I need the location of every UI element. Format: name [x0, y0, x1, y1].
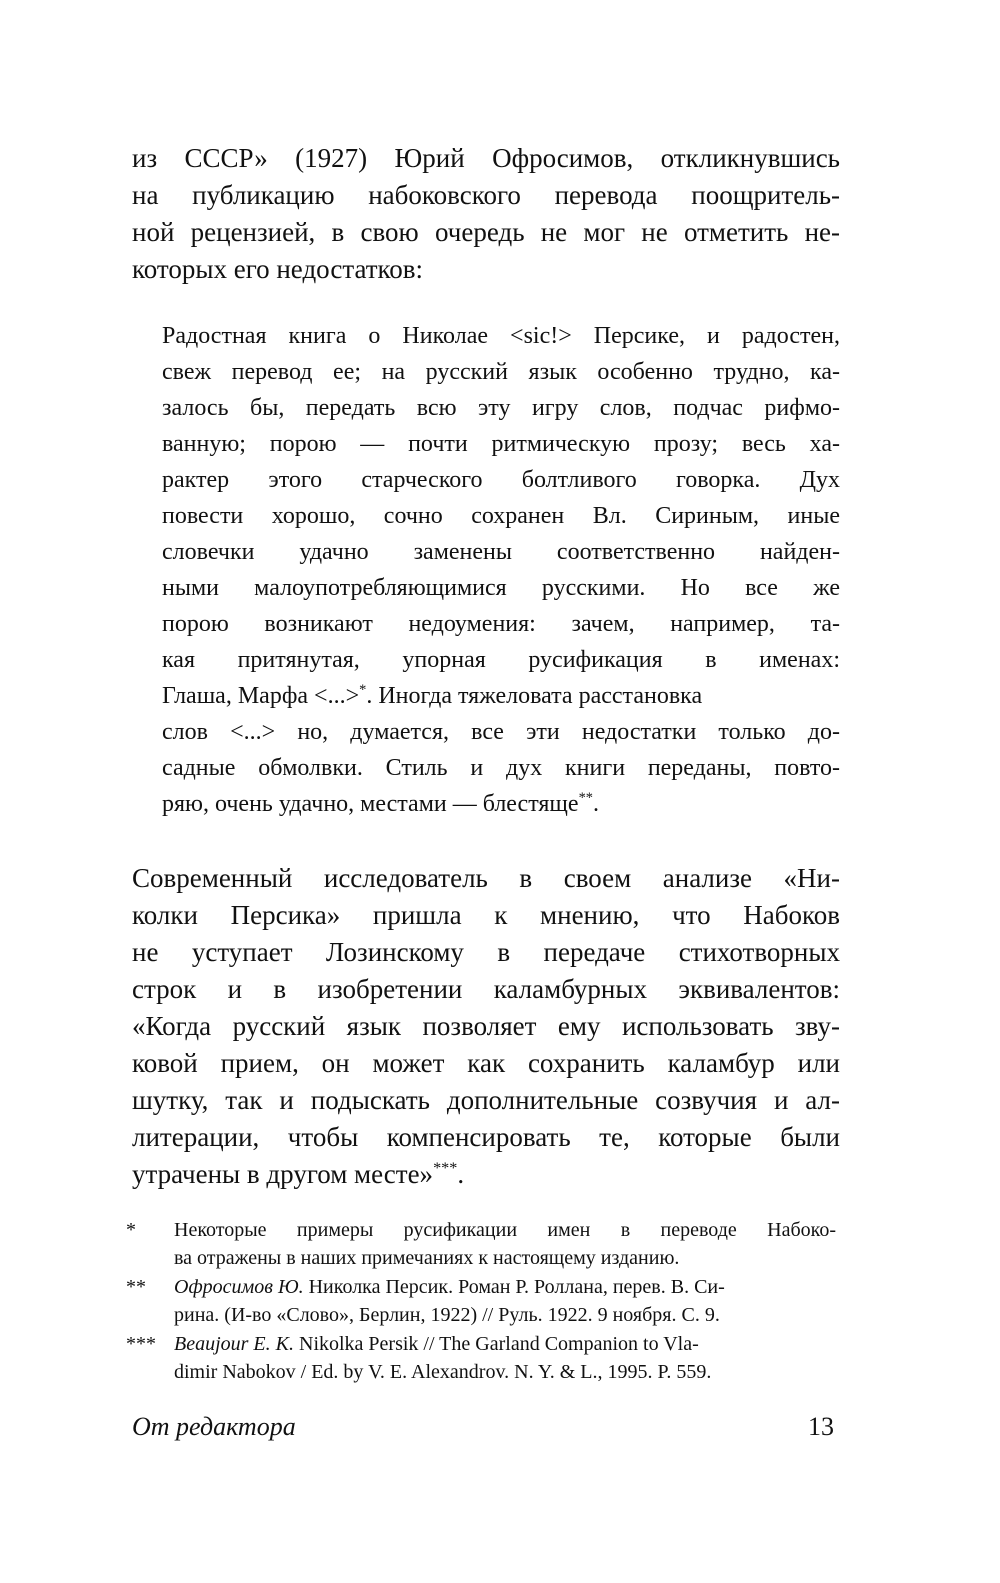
- quote-line: садные обмолвки. Стиль и дух книги переданы, повто-: [162, 755, 840, 781]
- running-footer-title: От редактора: [132, 1412, 296, 1441]
- footnote-mark: *: [126, 1219, 136, 1241]
- body-line: литерации, чтобы компенсировать те, которые были: [132, 1122, 840, 1152]
- quote-text: ряю, очень удачно, местами — блестяще: [162, 791, 579, 817]
- footnote-line: [174, 1276, 836, 1299]
- footnote-ref[interactable]: ***: [433, 1159, 458, 1177]
- body-text: утрачены в другом месте»: [132, 1159, 434, 1189]
- quote-line: рактер этого старческого болтливого говорка. Дух: [162, 467, 840, 493]
- quote-text: .: [592, 791, 599, 817]
- quote-line: порою возникают недоумения: зачем, например, та-: [162, 611, 840, 637]
- quote-line: ными малоупотребляющимися русскими. Но все же: [162, 575, 840, 601]
- body-text: .: [457, 1159, 465, 1189]
- footnote-line: [174, 1333, 836, 1356]
- footnote-mark: ***: [126, 1333, 156, 1355]
- quote-line: Радостная книга о Николае <sic!> Персике, и радостен,: [162, 323, 840, 349]
- body-line: ной рецензией, в свою очередь не мог не отметить не-: [132, 217, 840, 247]
- quote-line: свеж перевод ее; на русский язык особенно трудно, ка-: [162, 359, 840, 385]
- quote-line: кая притянутая, упорная русификация в именах:: [162, 647, 840, 673]
- quote-line: [162, 683, 840, 710]
- body-line: на публикацию набоковского перевода поощритель-: [132, 180, 840, 210]
- quote-line: словечки удачно заменены соответственно найден-: [162, 539, 840, 565]
- footnote-author: Офросимов Ю.: [174, 1276, 304, 1298]
- quote-line: повести хорошо, сочно сохранен Вл. Сириным, иные: [162, 503, 840, 529]
- quote-text: . Иногда тяжеловата расстановка: [366, 683, 703, 709]
- body-line: строк и в изобретении каламбурных эквивалентов:: [132, 974, 840, 1004]
- body-line: шутку, так и подыскать дополнительные созвучия и ал-: [132, 1085, 840, 1115]
- quote-line: ванную; порою — почти ритмическую прозу; весь ха-: [162, 431, 840, 457]
- quote-text: Глаша, Марфа <...>: [162, 683, 360, 709]
- body-line: Современный исследователь в своем анализе «Ни-: [132, 863, 840, 893]
- body-line: которых его недостатков:: [132, 254, 424, 284]
- body-line: не уступает Лозинскому в передаче стихотворных: [132, 937, 840, 967]
- footnote-line: ва отражены в наших примечаниях к настоящему изданию.: [174, 1247, 680, 1269]
- footnote-line: Некоторые примеры русификации имен в переводе Набоко-: [174, 1219, 836, 1241]
- body-line: ковой прием, он может как сохранить каламбур или: [132, 1048, 840, 1078]
- quote-line: [162, 791, 840, 818]
- footnote-ref[interactable]: *: [359, 682, 367, 698]
- body-line: колки Персика» пришла к мнению, что Набоков: [132, 900, 840, 930]
- body-line: [132, 1159, 840, 1190]
- quote-line: слов <...> но, думается, все эти недостатки только до-: [162, 719, 840, 745]
- footnote-line: рина. (И-во «Слово», Берлин, 1922) // Руль. 1922. 9 ноября. С. 9.: [174, 1304, 720, 1326]
- quote-line: залось бы, передать всю эту игру слов, подчас рифмо-: [162, 395, 840, 421]
- body-line: «Когда русский язык позволяет ему использовать зву-: [132, 1011, 840, 1041]
- footnote-mark: **: [126, 1276, 146, 1298]
- body-line: из СССР» (1927) Юрий Офросимов, откликнувшись: [132, 143, 840, 173]
- footnote-text: Nikolka Persik // The Garland Companion to Vla-: [294, 1333, 699, 1355]
- page-number: 13: [808, 1412, 834, 1441]
- footnote-author: Beaujour E. K.: [174, 1333, 294, 1355]
- footnote-text: Николка Персик. Роман Р. Роллана, перев. В. Си-: [303, 1276, 725, 1298]
- footnote-line: dimir Nabokov / Ed. by V. E. Alexandrov. N. Y. & L., 1995. P. 559.: [174, 1361, 712, 1383]
- footnote-ref[interactable]: **: [578, 790, 593, 806]
